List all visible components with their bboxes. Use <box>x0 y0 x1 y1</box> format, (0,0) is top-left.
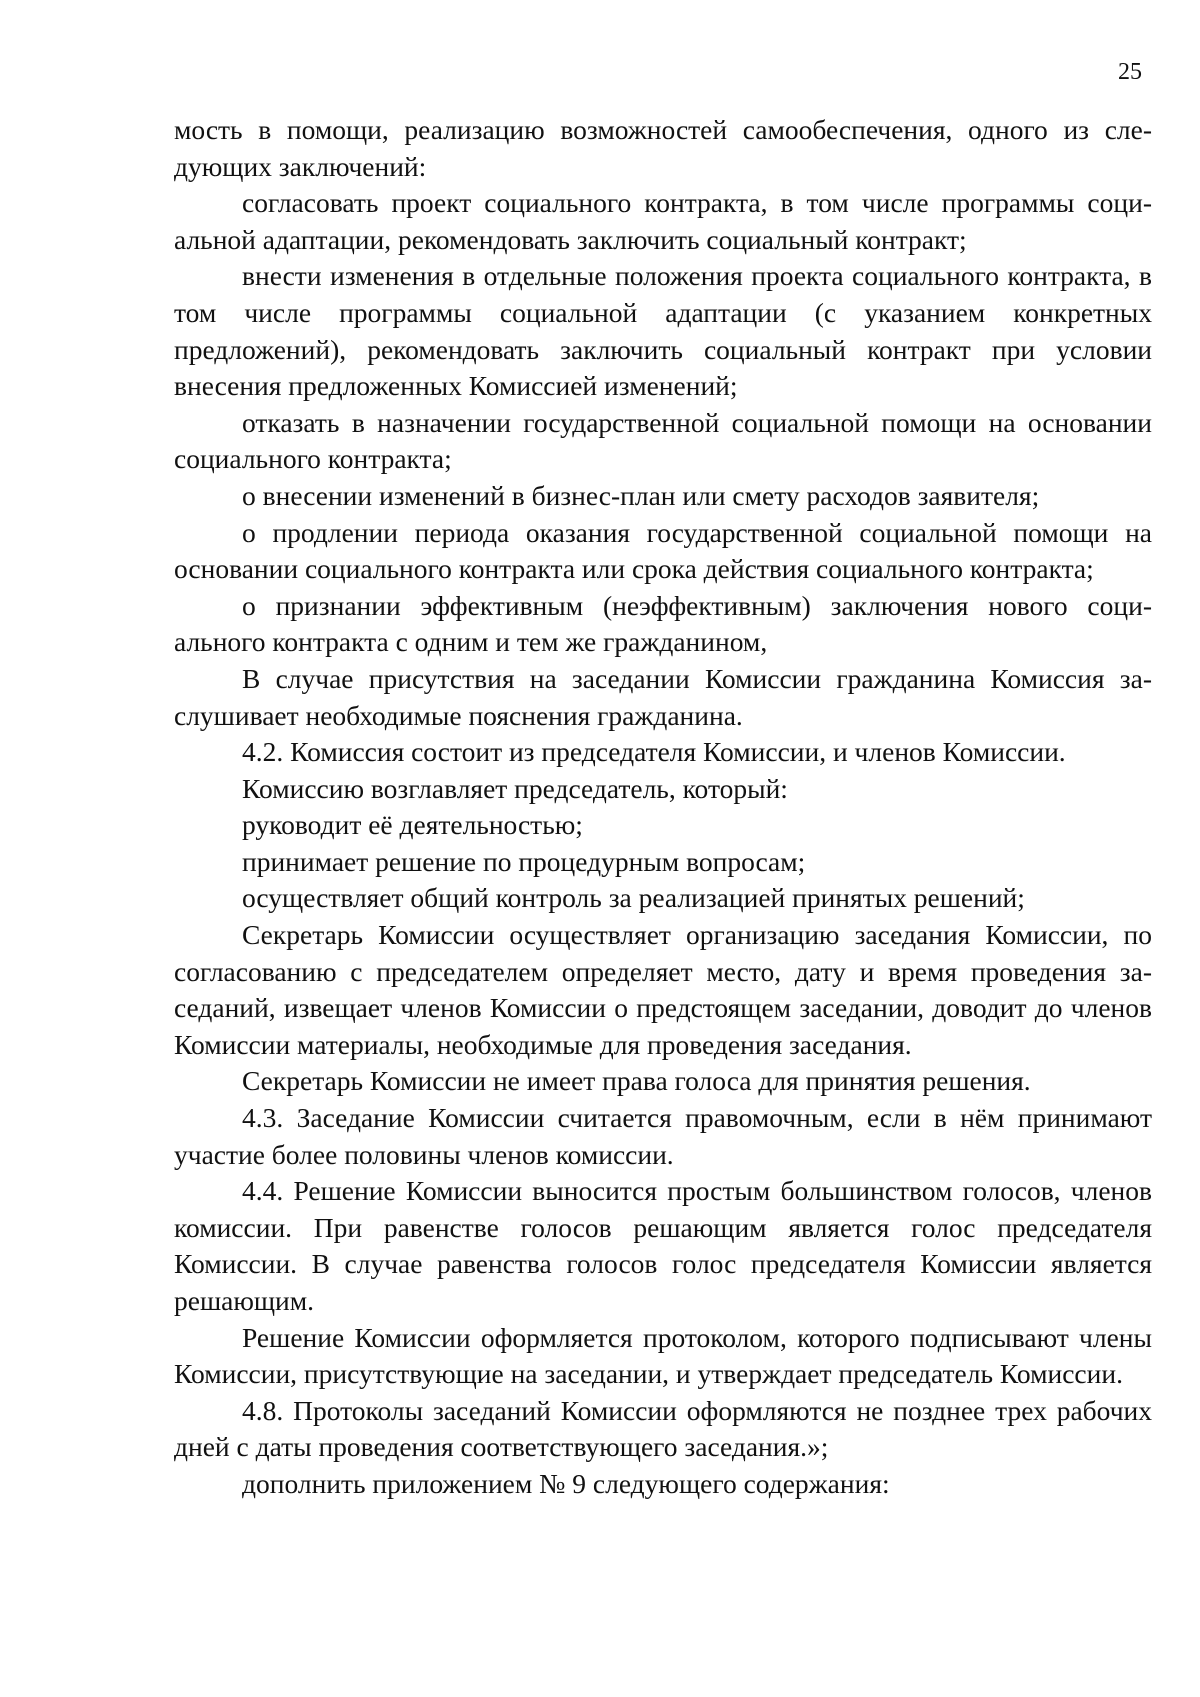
paragraph-option-business-plan: о внесении изменений в бизнес-план или смету расходов заявителя; <box>242 479 1040 511</box>
paragraph-clause-4-2: 4.2. Комиссия состоит из председателя Комиссии, и членов Комиссии. <box>242 736 1066 768</box>
paragraph-secretary-duties: Секретарь Комиссии осуществляет организацию заседания Комиссии, по согласованию с председателем определяет место, дату и время проведения заседаний, извещает членов Комиссии о предстоящем заседании, доводит до членов Комиссии материалы, необходимые для проведения заседания. <box>174 919 1152 1060</box>
paragraph-chairman-intro: Комиссию возглавляет председатель, который: <box>242 772 788 804</box>
document-body <box>174 112 1152 1503</box>
paragraph-option-extension: о продлении периода оказания государственной социальной помощи на основании социального контракта или срока действия социального контракта; <box>174 516 1152 585</box>
paragraph-appendix-9: дополнить приложением № 9 следующего содержания: <box>242 1467 890 1499</box>
paragraph-clause-4-3: 4.3. Заседание Комиссии считается правомочным, если в нём принимают участие более половины членов комиссии. <box>174 1102 1152 1170</box>
paragraph-continuation: мость в помощи, реализацию возможностей самообеспечения, одного из следующих заключений: <box>174 114 1152 182</box>
paragraph-chairman-duty-3: осуществляет общий контроль за реализацией принятых решений; <box>242 882 1025 914</box>
paragraph-option-agree: согласовать проект социального контракта, в том числе программы социальной адаптации, рекомендовать заключить социальный контракт; <box>174 187 1152 255</box>
paragraph-protocol: Решение Комиссии оформляется протоколом, которого подписывают члены Комиссии, присутствующие на заседании, и утверждает председатель Комиссии. <box>174 1321 1152 1390</box>
paragraph-secretary-vote: Секретарь Комиссии не имеет права голоса для принятия решения. <box>242 1065 1031 1097</box>
paragraph-option-amend: внести изменения в отдельные положения проекта социального контракта, в том числе программы социальной адаптации (с указанием конкретных предложений), рекомендовать заключить социальный контракт при условии внесения предложенных Комиссией изменений; <box>174 260 1152 402</box>
paragraph-option-refuse: отказать в назначении государственной социальной помощи на основании социального контракта; <box>174 406 1152 475</box>
page-number: 25 <box>1118 59 1142 85</box>
paragraph-clause-4-4: 4.4. Решение Комиссии выносится простым большинством голосов, членов комиссии. При равенстве голосов решающим является голос председателя Комиссии. В случае равенства голосов голос председателя Комиссии является решающим. <box>174 1175 1152 1316</box>
paragraph-option-effectiveness: о признании эффективным (неэффективным) заключения нового социального контракта с одним и тем же гражданином, <box>174 589 1152 658</box>
paragraph-chairman-duty-1: руководит её деятельностью; <box>242 809 583 841</box>
paragraph-chairman-duty-2: принимает решение по процедурным вопросам; <box>242 845 806 877</box>
paragraph-citizen-presence: В случае присутствия на заседании Комиссии гражданина Комиссия заслушивает необходимые пояснения гражданина. <box>174 662 1152 731</box>
paragraph-clause-4-8: 4.8. Протоколы заседаний Комиссии оформляются не позднее трех рабочих дней с даты проведения соответствующего заседания.»; <box>174 1394 1152 1463</box>
